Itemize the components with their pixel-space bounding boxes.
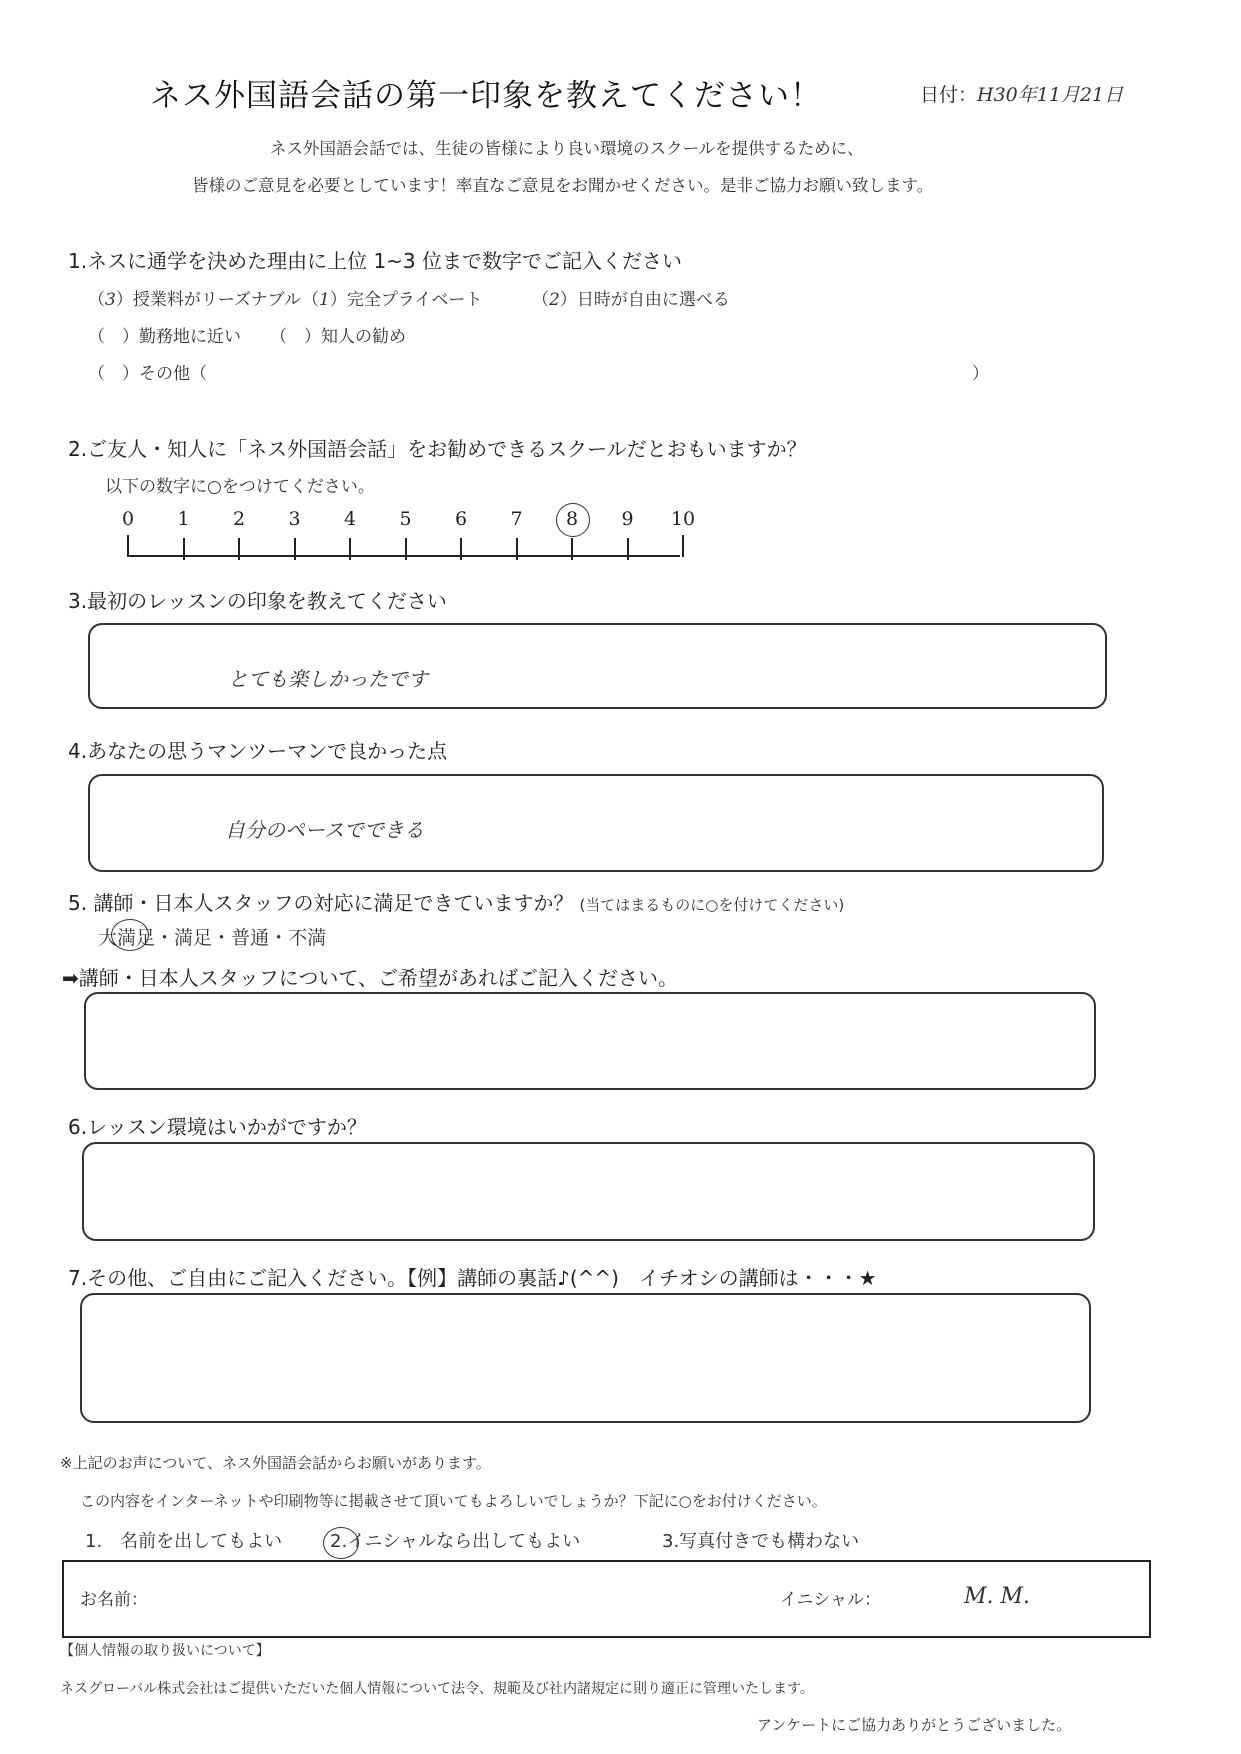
consent-note-1: ※上記のお声について、ネス外国語会話からお願いがあります。: [60, 1454, 491, 1472]
q1-option-private-label: 完全プライベート: [346, 290, 483, 310]
q1-option-schedule[interactable]: （2）日時が自由に選べる: [532, 290, 730, 310]
q5-note: (当てはまるものに○を付けてください): [579, 896, 845, 914]
page-title: ネス外国語会話の第一印象を教えてください！: [150, 78, 822, 114]
q5-sep-1: ・: [155, 927, 175, 949]
q1-option-schedule-label: 日時が自由に選べる: [576, 290, 730, 310]
q4-answer-box[interactable]: [88, 774, 1104, 872]
q2-selected-circle: [556, 503, 590, 537]
q2-scale-number-9[interactable]: 9: [621, 508, 634, 530]
consent-option-initials-num-wrap: [330, 1531, 347, 1552]
consent-option-initials-text: イニシャルなら出してもよい: [347, 1531, 581, 1552]
q2-scale-number-8[interactable]: 8: [565, 508, 579, 530]
privacy-heading: 【個人情報の取り扱いについて】: [60, 1643, 270, 1659]
q1-other-close-paren: ）: [972, 364, 989, 384]
q3-answer-box[interactable]: [88, 623, 1107, 709]
q1-option-referral-label: 知人の勧め: [321, 327, 406, 347]
q5-question-text: 5. 講師・日本人スタッフの対応に満足できていますか？: [68, 891, 574, 915]
q2-scale-number-2[interactable]: 2: [232, 508, 246, 530]
q1-option-other[interactable]: （ ）その他（: [88, 364, 207, 384]
consent-option-initials[interactable]: [330, 1527, 580, 1553]
q5-choice-dissatisfied[interactable]: 不満: [288, 927, 327, 949]
q2-scale-number-5[interactable]: 5: [399, 508, 412, 530]
q7-answer-box[interactable]: [80, 1293, 1091, 1423]
consent-option-name[interactable]: 1. 名前を出してもよい: [85, 1531, 283, 1552]
q4-answer-text: 自分のペースでできる: [225, 818, 424, 842]
q2-scale-number-6[interactable]: 6: [454, 508, 468, 530]
consent-option-circle-mark: [323, 1527, 359, 1559]
q6-answer-box[interactable]: [82, 1142, 1095, 1241]
consent-option-photo[interactable]: 3.写真付きでも構わない: [662, 1531, 860, 1552]
name-initial-box: [62, 1560, 1151, 1638]
q2-scale-number-7[interactable]: 7: [510, 508, 523, 530]
q5-choice-circle-mark: [111, 919, 149, 951]
q2-scale-number-10[interactable]: 10: [670, 508, 696, 530]
q5-question: [68, 887, 844, 916]
q1-option-tuition-label: 授業料がリーズナブル: [132, 290, 301, 310]
intro-line-2: 皆様のご意見を必要としています！率直なご意見をお聞かせください。是非ご協力お願い致します。: [192, 176, 934, 195]
q2-scale-number-1[interactable]: 1: [177, 508, 190, 530]
q2-scale-number-0[interactable]: 0: [121, 508, 135, 530]
q1-option-schedule-mark: 2: [549, 290, 560, 310]
q5-sep-3: ・: [269, 927, 289, 949]
q5-choice-satisfied[interactable]: 満足: [174, 927, 213, 949]
q2-question: 2.ご友人・知人に「ネス外国語会話」をお勧めできるスクールだとおもいますか？: [68, 437, 807, 461]
q1-option-other-label: その他（: [139, 364, 207, 384]
q5-followup: ➡講師・日本人スタッフについて、ご希望があればご記入ください。: [62, 966, 678, 990]
name-label: お名前：: [80, 1590, 148, 1610]
q4-question: 4.あなたの思うマンツーマンで良かった点: [68, 739, 448, 763]
q5-choice-very-satisfied[interactable]: 大満足: [98, 923, 155, 950]
q2-scale-tick: [127, 535, 129, 557]
initial-label: イニシャル：: [780, 1590, 881, 1610]
q1-option-near-work[interactable]: （ ）勤務地に近い: [88, 327, 241, 347]
q5-choices[interactable]: [98, 923, 326, 950]
consent-note-2: この内容をインターネットや印刷物等に掲載させて頂いてもよろしいでしょうか？下記に○をお付けください。: [80, 1492, 827, 1510]
q5-choice-neutral[interactable]: 普通: [231, 927, 270, 949]
q1-option-referral[interactable]: （ ）知人の勧め: [270, 327, 406, 347]
q2-scale-tick: [682, 535, 684, 557]
thanks-message: アンケートにご協力ありがとうございました。: [757, 1716, 1072, 1734]
q7-question: 7.その他、ご自由にご記入ください。【例】講師の裏話♪(^^) イチオシの講師は・・・★: [68, 1266, 877, 1290]
consent-option-initials-num: 2.: [330, 1531, 348, 1552]
date-field: [920, 80, 1123, 107]
q1-question: 1.ネスに通学を決めた理由に上位 1~3 位まで数字でご記入ください: [68, 249, 683, 273]
q1-option-private-mark: 1: [319, 290, 330, 310]
q2-instruction: 以下の数字に○をつけてください。: [105, 477, 375, 497]
q2-scale-number-3[interactable]: 3: [288, 508, 301, 530]
q5-sep-2: ・: [212, 927, 232, 949]
q5-followup-answer-box[interactable]: [84, 992, 1096, 1090]
q2-scale-number-4[interactable]: 4: [343, 508, 357, 530]
q3-answer-text: とても楽しかったです: [228, 667, 428, 691]
date-label: 日付：: [920, 84, 978, 106]
q1-option-near-work-label: 勤務地に近い: [139, 327, 241, 347]
q6-question: 6.レッスン環境はいかがですか？: [68, 1115, 367, 1139]
date-value: H30年11月21日: [977, 84, 1124, 106]
intro-line-1: ネス外国語会話では、生徒の皆様により良い環境のスクールを提供するために、: [270, 139, 864, 158]
q3-question: 3.最初のレッスンの印象を教えてください: [68, 589, 447, 613]
privacy-text: ネスグローバル株式会社はご提供いただいた個人情報について法令、規範及び社内諸規定に則り適正に管理いたします。: [60, 1681, 814, 1697]
q1-option-tuition-mark: 3: [105, 290, 116, 310]
q1-option-tuition[interactable]: （3）授業料がリーズナブル: [88, 290, 301, 310]
initial-value[interactable]: M. M.: [964, 1584, 1031, 1609]
q1-option-private[interactable]: （1）完全プライベート: [302, 290, 483, 310]
q2-scale-line: [128, 555, 680, 557]
